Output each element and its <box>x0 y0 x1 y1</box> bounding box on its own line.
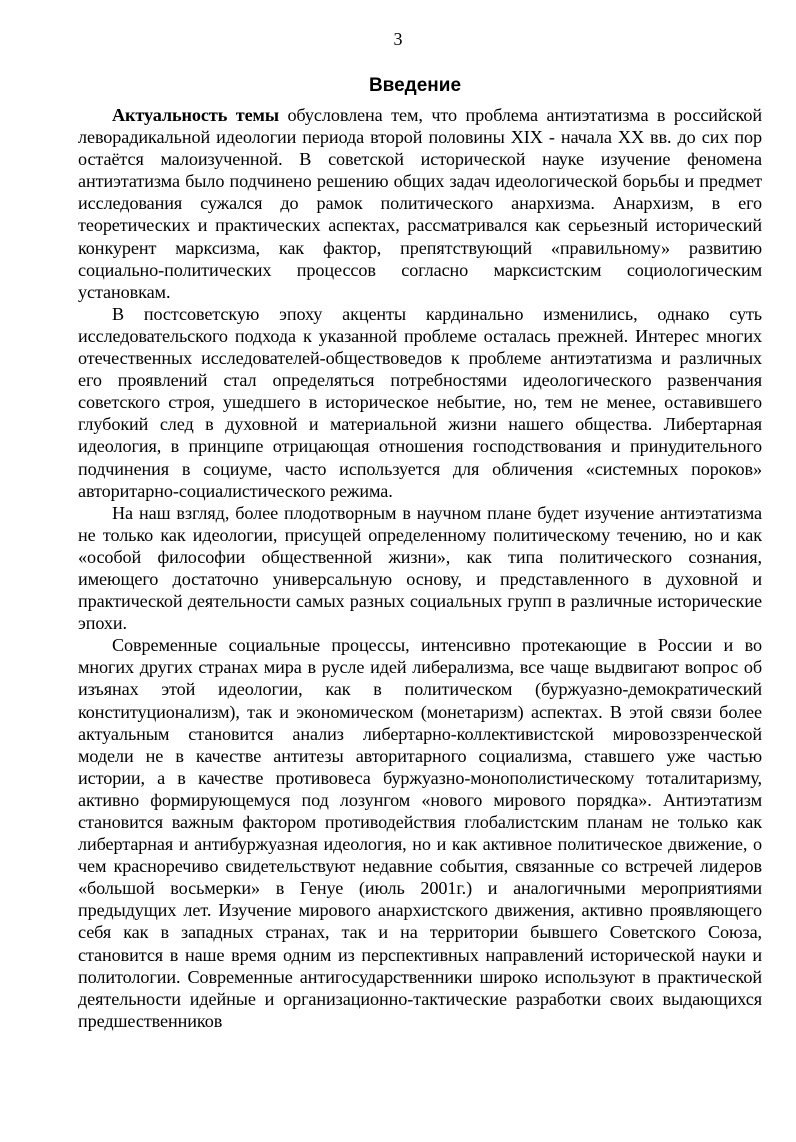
paragraph-text: обусловлена тем, что проблема антиэтатизма в российской леворадикальной идеологии периода второй половины XIX - начала XX вв. до сих пор остаётся малоизученной. В советской исторической науке изучение феномена антиэтатизма было подчинено решению общих задач идеологической борьбы и предмет исследования сужался до рамок политического анархизма. Анархизм, в его теоретических и практических аспектах, рассматривался как серьезный исторический конкурент марксизма, как фактор, препятствующий «правильному» развитию социально-политических процессов согласно марксистским социологическим установкам. <box>78 105 762 302</box>
body-text <box>78 104 762 1032</box>
paragraph-text: Современные социальные процессы, интенсивно протекающие в России и во многих других странах мира в русле идей либерализма, все чаще выдвигают вопрос об изъянах этой идеологии, как в политическом (буржуазно-демократический конституционализм), так и экономическом (монетаризм) аспектах. В этой связи более актуальным становится анализ либертарно-коллективистской мировоззренческой модели не в качестве антитезы авторитарного социализма, ставшего уже частью истории, а в качестве противовеса буржуазно-монополистическому тоталитаризму, активно формирующемуся под лозунгом «нового мирового порядка». Антиэтатизм становится важным фактором противодействия глобалистским планам не только как либертарная и антибуржуазная идеология, но и как активное политическое движение, о чем красноречиво свидетельствуют недавние события, связанные со встречей лидеров «большой восьмерки» в Генуе (июль 2001г.) и аналогичными мероприятиями предыдущих лет. Изучение мирового анархистского движения, активно проявляющего себя как в западных странах, так и на территории бывшего Советского Союза, становится в наше время одним из перспективных направлений исторической науки и политологии. Современные антигосударственники широко используют в практической деятельности идейные и организационно-тактические разработки своих выдающихся предшественников <box>78 635 762 1031</box>
paragraph-relevance <box>78 104 762 303</box>
paragraph-lead: Актуальность темы <box>112 105 279 125</box>
paragraph-approach <box>78 502 762 635</box>
paragraph-modern-processes <box>78 634 762 1032</box>
section-heading: Введение <box>368 75 462 96</box>
paragraph-text: В постсоветскую эпоху акценты кардинально изменились, однако суть исследовательского подхода к указанной проблеме осталась прежней. Интерес многих отечественных исследователей-обществоведов к проблеме антиэтатизма и различных его проявлений стал определяться потребностями идеологического развенчания советского строя, ушедшего в историческое небытие, но, тем не менее, оставившего глубокий след в духовной и материальной жизни нашего общества. Либертарная идеология, в принципе отрицающая отношения господствования и принудительного подчинения в социуме, часто используется для обличения «системных пороков» авторитарно-социалистического режима. <box>78 303 762 501</box>
paragraph-post-soviet <box>78 303 762 502</box>
paragraph-text: На наш взгляд, более плодотворным в научном плане будет изучение антиэтатизма не только как идеологии, присущей определенному политическому течению, но и как «особой философии общественной жизни», как типа политического сознания, имеющего достаточно универсальную основу, и представленного в духовной и практической деятельности самых разных социальных групп в различные исторические эпохи. <box>78 502 762 634</box>
page-number: 3 <box>393 29 403 49</box>
